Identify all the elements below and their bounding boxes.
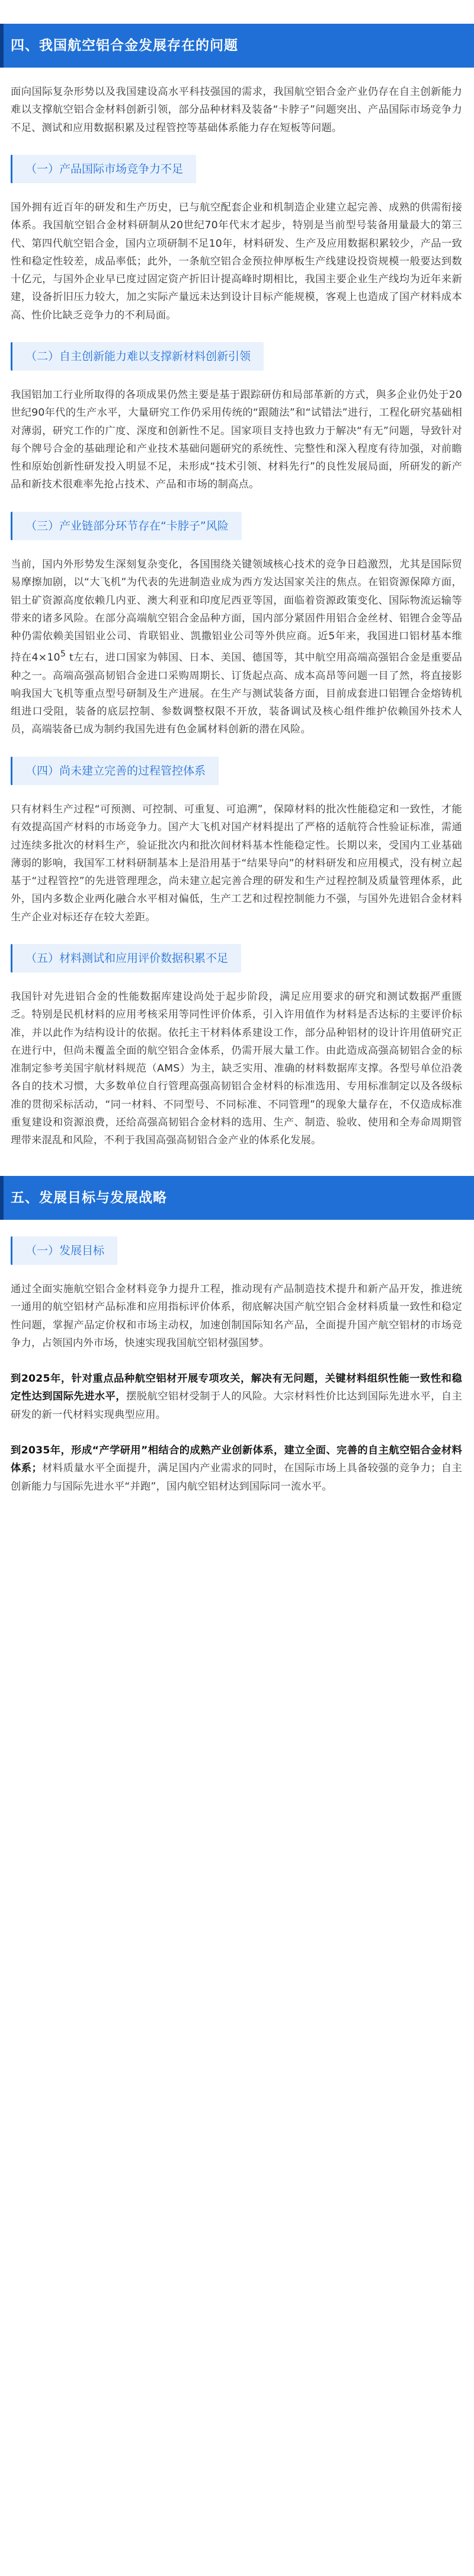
section-5-title: 五、发展目标与发展战略 (11, 1190, 167, 1206)
section-4-title: 四、我国航空铝合金发展存在的问题 (11, 38, 238, 53)
goal-2035-emphasis: 到2035年，形成“产学研用”相结合的成熟产业创新体系，建立全面、完善的自主航空铝合金材料体系； (11, 1445, 462, 1475)
paragraph-5-1-goal-2035 (11, 1442, 462, 1496)
paragraph-4-3 (11, 556, 462, 739)
paragraph-5-1-goal-2025 (11, 1370, 462, 1424)
section-4-header (0, 24, 474, 68)
subheading-5-1: （一）发展目标 (11, 1236, 117, 1265)
paragraph-4-5: 我国针对先进铝合金的性能数据库建设尚处于起步阶段，满足应用要求的研究和测试数据严重匮乏。特别是民机材料的应用考核采用等同性评价体系，引入许用值作为材料是否达标的主要评价标准，并以此作为结构设计的依据。依托主干材料体系建设工作，部分品种铝材的设计许用值研究正在进行中，但尚未覆盖全面的航空铝合金体系，仍需开展大量工作。由此造成高强高韧铝合金的标准制定参考美国宇航材料规范（AMS）为主，缺乏实用、准确的材料数据库支撑。各型号单位沿袭各自的技术习惯，大多数单位自行管理高强高韧铝合金材料的标准选用、专用标准制定以及各级标准的贯彻采标活动，“同一材料、不同型号、不同标准、不同管理”的现象大量存在，不仅造成标准重复建设和资源浪费，还给高强高韧铝合金材料的选用、生产、制造、验收、使用和全寿命周期管理带来混乱和风险，不利于我国高强高韧铝合金产业的体系化发展。 (11, 991, 462, 1147)
paragraph-4-4: 只有材料生产过程“可预测、可控制、可重复、可追溯”，保障材料的批次性能稳定和一致性，才能有效提高国产材料的市场竞争力。国产大飞机对国产材料提出了严格的适航符合性验证标准，需通过连续多批次的材料生产，验证批次内和批次间材料基本性能稳定性。长期以来，受国内工业基础薄弱的影响，我国军工材料研制基本上是沿用基于“结果导向”的材料研发和应用模式，没有树立起基于“过程管控”的先进管理理念，尚未建立起完善合理的研发和生产过程控制及质量管理体系，此外，国内多数企业两化融合水平相对偏低，生产工艺和过程控制能力不强，与国外先进铝合金材料生产企业对标还存在较大差距。 (11, 804, 462, 923)
paragraph-4-3-part-a: 当前，国内外形势发生深刻复杂变化，各国围绕关键领域核心技术的竞争日趋激烈，尤其是国际贸易摩擦加剧，以“大飞机”为代表的先进制造业成为西方发达国家关注的焦点。在铝资源保障方面，铝土矿资源高度依赖几内亚、澳大利亚和印度尼西亚等国，面临着资源政策变化、国际物流运输等带来的诸多风险。在部分高端航空铝合金品种方面，国内部分紧固件用铝合金丝材、铝锂合金等品种仍需依赖美国铝业公司、肯联铝业、凯撒铝业公司等外供应商。近5年来，我国进口铝材基本维持在4×10 (11, 559, 462, 664)
section-4-accent (0, 24, 4, 68)
goal-2025-rest: 摆脱航空铝材受制于人的风险。大宗材料性价比达到国际先进水平，自主研发的新一代材料实现典型应用。 (11, 1391, 463, 1421)
section-5-accent (0, 1176, 4, 1220)
paragraph-4-1: 国外拥有近百年的研发和生产历史，已与航空配套企业和机制造企业建立起完善、成熟的供需衔接体系。我国航空铝合金材料研制从20世纪70年代末才起步，特别是当前型号装备用量最大的第三代、第四代航空铝合金，国内立项研制不足10年，材料研发、生产及应用数据积累较少，产品一致性和稳定性较差，成品率低；此外，一条航空铝合金预拉伸厚板生产线建设投资规模一般要达到数十亿元，与国外企业早已度过固定资产折旧计提高峰时期相比，我国主要企业生产线均为近年来新建，设备折旧压力较大，加之实际产量远未达到设计目标产能规模，客观上也造成了国产材料成本高、性价比缺乏竞争力的不利局面。 (11, 202, 462, 321)
goal-2025-emphasis: 到2025年，针对重点品种航空铝材开展专项攻关，解决有无问题，关键材料组织性能一致性和稳定性达到国际先进水平， (11, 1373, 462, 1403)
import-volume-exponent: 5 (60, 649, 66, 659)
subheading-4-3: （三）产业链部分环节存在“卡脖子”风险 (11, 512, 242, 540)
section-5-header (0, 1176, 474, 1220)
subheading-4-1: （一）产品国际市场竞争力不足 (11, 155, 196, 183)
paragraph-5-1-intro: 通过全面实施航空铝合金材料竞争力提升工程，推动现有产品制造技术提升和新产品开发，推进统一通用的航空铝材产品标准和应用指标评价体系，彻底解决国产航空铝合金材料质量一致性和稳定性问题，掌握产品定价权和市场主动权，加速创制国际知名产品，全面提升国产航空铝材的市场竞争力，占领国内外市场，快速实现我国航空铝材强国梦。 (11, 1283, 462, 1349)
section-4-intro: 面向国际复杂形势以及我国建设高水平科技强国的需求，我国航空铝合金产业仍存在自主创新能力难以支撑航空铝合金材料创新引领，部分品种材料及装备“卡脖子”问题突出、产品国际市场竞争力不足、测试和应用数据积累及过程管控等基础体系能力存在短板等问题。 (11, 86, 462, 134)
paragraph-4-2: 我国铝加工行业所取得的各项成果仍然主要是基于跟踪研仿和局部革新的方式，與多企业仍处于20世纪90年代的生产水平，大量研究工作仍采用传统的“跟随法”和“试错法”进行，工程化研究基础相对薄弱，研究工作的广度、深度和创新性不足。国家项目支持也致力于解决“有无”问题，导致针对每个牌号合金的基础理论和产业技术基础问题研究的系统性、完整性和深入程度有待加强，对前瞻性和原始创新性研发投入明显不足，未形成“技术引领、材料先行”的良性发展局面，所研发的新产品和新技术很难率先抢占技术、产品和市场的制高点。 (11, 389, 462, 491)
subheading-4-5: （五）材料测试和应用评价数据积累不足 (11, 944, 241, 973)
subheading-4-2: （二）自主创新能力难以支撑新材料创新引领 (11, 342, 264, 371)
subheading-4-4: （四）尚未建立完善的过程管控体系 (11, 757, 219, 785)
goal-2035-rest: 材料质量水平全面提升，满足国内产业需求的同时，在国际市场上具备较强的竞争力；自主创新能力与国际先进水平“并跑”，国内航空铝材达到国际同一流水平。 (11, 1462, 462, 1493)
paragraph-4-3-part-b: t左右，进口国家为韩国、日本、美国、德国等，其中航空用高端高强铝合金是重要品种之一。高端高强高韧铝合金进口采购周期长、订货起点高、成本高昂等问题一目了然，将直接影响我国大飞机等重点型号研制及生产进展。在生产与测试装备方面，目前成套进口铝锂合金熔铸机组进口受阻，装备的底层控制、参数调整权限不开放，装备调试及核心组件维护依赖国外技术人员，高端装备已成为制约我国先进有色金属材料创新的潜在风险。 (11, 652, 462, 736)
